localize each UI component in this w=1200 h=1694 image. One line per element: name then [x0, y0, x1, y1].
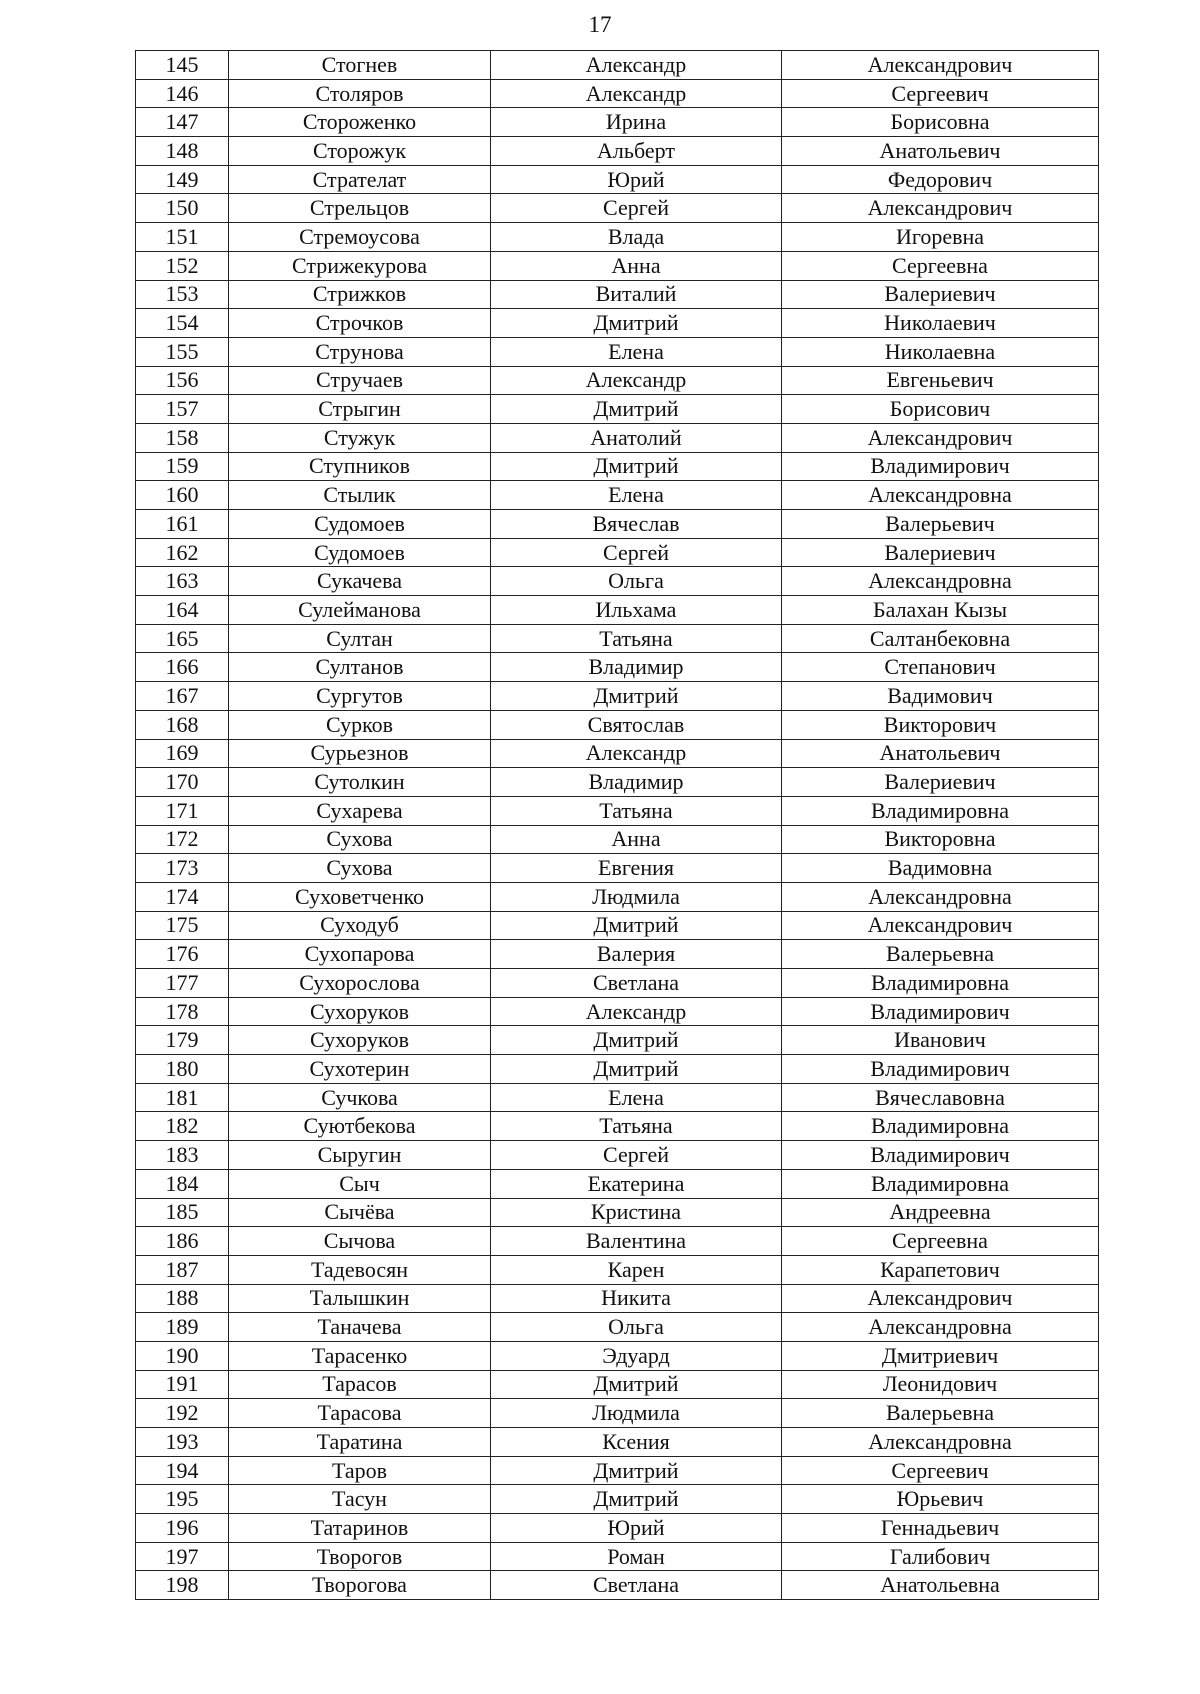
row-number-cell: 160 — [136, 481, 229, 510]
first-name-cell: Татьяна — [491, 1112, 782, 1141]
table-row — [136, 165, 1099, 194]
first-name-cell: Людмила — [491, 1399, 782, 1428]
first-name-cell: Святослав — [491, 710, 782, 739]
first-name-cell: Ольга — [491, 567, 782, 596]
last-name-cell: Строчков — [229, 309, 491, 338]
row-number-cell: 145 — [136, 51, 229, 80]
row-number-cell: 147 — [136, 108, 229, 137]
row-number-cell: 175 — [136, 911, 229, 940]
table-row — [136, 1370, 1099, 1399]
row-number-cell: 156 — [136, 366, 229, 395]
first-name-cell: Анатолий — [491, 423, 782, 452]
patronymic-cell: Владимировна — [782, 1112, 1099, 1141]
first-name-cell: Александр — [491, 51, 782, 80]
last-name-cell: Ступников — [229, 452, 491, 481]
table-row — [136, 624, 1099, 653]
patronymic-cell: Геннадьевич — [782, 1514, 1099, 1543]
row-number-cell: 187 — [136, 1255, 229, 1284]
row-number-cell: 172 — [136, 825, 229, 854]
row-number-cell: 193 — [136, 1428, 229, 1457]
last-name-cell: Суходуб — [229, 911, 491, 940]
table-row — [136, 1198, 1099, 1227]
row-number-cell: 174 — [136, 882, 229, 911]
row-number-cell: 184 — [136, 1169, 229, 1198]
last-name-cell: Талышкин — [229, 1284, 491, 1313]
row-number-cell: 162 — [136, 538, 229, 567]
patronymic-cell: Федорович — [782, 165, 1099, 194]
first-name-cell: Дмитрий — [491, 1456, 782, 1485]
last-name-cell: Тарасенко — [229, 1341, 491, 1370]
last-name-cell: Стрельцов — [229, 194, 491, 223]
patronymic-cell: Александрович — [782, 423, 1099, 452]
patronymic-cell: Валерьевич — [782, 510, 1099, 539]
last-name-cell: Тасун — [229, 1485, 491, 1514]
first-name-cell: Ирина — [491, 108, 782, 137]
patronymic-cell: Игоревна — [782, 223, 1099, 252]
patronymic-cell: Александровна — [782, 481, 1099, 510]
table-row — [136, 653, 1099, 682]
first-name-cell: Карен — [491, 1255, 782, 1284]
table-row — [136, 423, 1099, 452]
patronymic-cell: Валериевич — [782, 768, 1099, 797]
row-number-cell: 189 — [136, 1313, 229, 1342]
last-name-cell: Судомоев — [229, 510, 491, 539]
last-name-cell: Струнова — [229, 337, 491, 366]
row-number-cell: 188 — [136, 1284, 229, 1313]
patronymic-cell: Юрьевич — [782, 1485, 1099, 1514]
patronymic-cell: Андреевна — [782, 1198, 1099, 1227]
table-row — [136, 1514, 1099, 1543]
last-name-cell: Сычова — [229, 1227, 491, 1256]
last-name-cell: Сухоруков — [229, 997, 491, 1026]
last-name-cell: Сутолкин — [229, 768, 491, 797]
table-row — [136, 510, 1099, 539]
first-name-cell: Виталий — [491, 280, 782, 309]
last-name-cell: Сухарева — [229, 796, 491, 825]
patronymic-cell: Владимирович — [782, 1055, 1099, 1084]
first-name-cell: Евгения — [491, 854, 782, 883]
first-name-cell: Кристина — [491, 1198, 782, 1227]
last-name-cell: Сторожук — [229, 137, 491, 166]
patronymic-cell: Александрович — [782, 1284, 1099, 1313]
table-row — [136, 194, 1099, 223]
patronymic-cell: Борисович — [782, 395, 1099, 424]
row-number-cell: 185 — [136, 1198, 229, 1227]
row-number-cell: 181 — [136, 1083, 229, 1112]
first-name-cell: Дмитрий — [491, 452, 782, 481]
first-name-cell: Валентина — [491, 1227, 782, 1256]
patronymic-cell: Евгеньевич — [782, 366, 1099, 395]
table-row — [136, 796, 1099, 825]
patronymic-cell: Александрович — [782, 194, 1099, 223]
last-name-cell: Татаринов — [229, 1514, 491, 1543]
last-name-cell: Султан — [229, 624, 491, 653]
row-number-cell: 158 — [136, 423, 229, 452]
last-name-cell: Султанов — [229, 653, 491, 682]
patronymic-cell: Валериевич — [782, 280, 1099, 309]
last-name-cell: Стрателат — [229, 165, 491, 194]
last-name-cell: Сурьезнов — [229, 739, 491, 768]
patronymic-cell: Викторовна — [782, 825, 1099, 854]
first-name-cell: Татьяна — [491, 624, 782, 653]
row-number-cell: 177 — [136, 969, 229, 998]
first-name-cell: Вячеслав — [491, 510, 782, 539]
last-name-cell: Таров — [229, 1456, 491, 1485]
last-name-cell: Стужук — [229, 423, 491, 452]
table-row — [136, 1571, 1099, 1600]
table-row — [136, 1055, 1099, 1084]
last-name-cell: Суютбекова — [229, 1112, 491, 1141]
last-name-cell: Сухотерин — [229, 1055, 491, 1084]
first-name-cell: Юрий — [491, 1514, 782, 1543]
table-row — [136, 1112, 1099, 1141]
patronymic-cell: Степанович — [782, 653, 1099, 682]
first-name-cell: Екатерина — [491, 1169, 782, 1198]
row-number-cell: 167 — [136, 682, 229, 711]
table-row — [136, 1456, 1099, 1485]
row-number-cell: 146 — [136, 79, 229, 108]
row-number-cell: 173 — [136, 854, 229, 883]
row-number-cell: 195 — [136, 1485, 229, 1514]
first-name-cell: Дмитрий — [491, 1026, 782, 1055]
patronymic-cell: Александровна — [782, 567, 1099, 596]
table-row — [136, 280, 1099, 309]
first-name-cell: Светлана — [491, 969, 782, 998]
table-row — [136, 997, 1099, 1026]
last-name-cell: Стылик — [229, 481, 491, 510]
table-row — [136, 682, 1099, 711]
patronymic-cell: Владимировна — [782, 969, 1099, 998]
row-number-cell: 178 — [136, 997, 229, 1026]
first-name-cell: Ольга — [491, 1313, 782, 1342]
patronymic-cell: Николаевна — [782, 337, 1099, 366]
patronymic-cell: Карапетович — [782, 1255, 1099, 1284]
first-name-cell: Светлана — [491, 1571, 782, 1600]
table-row — [136, 366, 1099, 395]
table-row — [136, 768, 1099, 797]
last-name-cell: Тарасов — [229, 1370, 491, 1399]
table-row — [136, 1083, 1099, 1112]
last-name-cell: Сухоруков — [229, 1026, 491, 1055]
patronymic-cell: Александровна — [782, 1313, 1099, 1342]
row-number-cell: 197 — [136, 1542, 229, 1571]
first-name-cell: Владимир — [491, 768, 782, 797]
first-name-cell: Александр — [491, 739, 782, 768]
row-number-cell: 196 — [136, 1514, 229, 1543]
patronymic-cell: Владимировна — [782, 796, 1099, 825]
row-number-cell: 190 — [136, 1341, 229, 1370]
row-number-cell: 182 — [136, 1112, 229, 1141]
first-name-cell: Дмитрий — [491, 911, 782, 940]
table-row — [136, 710, 1099, 739]
last-name-cell: Сычёва — [229, 1198, 491, 1227]
patronymic-cell: Владимирович — [782, 1141, 1099, 1170]
table-row — [136, 452, 1099, 481]
patronymic-cell: Сергеевич — [782, 1456, 1099, 1485]
last-name-cell: Столяров — [229, 79, 491, 108]
last-name-cell: Судомоев — [229, 538, 491, 567]
row-number-cell: 149 — [136, 165, 229, 194]
first-name-cell: Юрий — [491, 165, 782, 194]
table-row — [136, 538, 1099, 567]
first-name-cell: Валерия — [491, 940, 782, 969]
table-row — [136, 1341, 1099, 1370]
last-name-cell: Тадевосян — [229, 1255, 491, 1284]
last-name-cell: Сухова — [229, 854, 491, 883]
row-number-cell: 191 — [136, 1370, 229, 1399]
first-name-cell: Сергей — [491, 538, 782, 567]
row-number-cell: 148 — [136, 137, 229, 166]
first-name-cell: Владимир — [491, 653, 782, 682]
first-name-cell: Сергей — [491, 194, 782, 223]
last-name-cell: Сурков — [229, 710, 491, 739]
last-name-cell: Сукачева — [229, 567, 491, 596]
first-name-cell: Татьяна — [491, 796, 782, 825]
row-number-cell: 159 — [136, 452, 229, 481]
table-row — [136, 79, 1099, 108]
roster-body — [136, 51, 1099, 1600]
last-name-cell: Сургутов — [229, 682, 491, 711]
row-number-cell: 153 — [136, 280, 229, 309]
row-number-cell: 198 — [136, 1571, 229, 1600]
last-name-cell: Сухова — [229, 825, 491, 854]
last-name-cell: Творогов — [229, 1542, 491, 1571]
patronymic-cell: Вадимовна — [782, 854, 1099, 883]
table-row — [136, 854, 1099, 883]
table-row — [136, 911, 1099, 940]
patronymic-cell: Салтанбековна — [782, 624, 1099, 653]
row-number-cell: 150 — [136, 194, 229, 223]
table-row — [136, 940, 1099, 969]
patronymic-cell: Анатольевна — [782, 1571, 1099, 1600]
row-number-cell: 152 — [136, 251, 229, 280]
first-name-cell: Влада — [491, 223, 782, 252]
last-name-cell: Сыругин — [229, 1141, 491, 1170]
table-row — [136, 51, 1099, 80]
patronymic-cell: Сергеевна — [782, 251, 1099, 280]
patronymic-cell: Викторович — [782, 710, 1099, 739]
first-name-cell: Эдуард — [491, 1341, 782, 1370]
last-name-cell: Сухопарова — [229, 940, 491, 969]
patronymic-cell: Александрович — [782, 911, 1099, 940]
patronymic-cell: Галибович — [782, 1542, 1099, 1571]
table-row — [136, 481, 1099, 510]
patronymic-cell: Владимировна — [782, 1169, 1099, 1198]
row-number-cell: 169 — [136, 739, 229, 768]
table-row — [136, 1542, 1099, 1571]
patronymic-cell: Александровна — [782, 882, 1099, 911]
row-number-cell: 194 — [136, 1456, 229, 1485]
last-name-cell: Таначева — [229, 1313, 491, 1342]
first-name-cell: Анна — [491, 825, 782, 854]
first-name-cell: Ксения — [491, 1428, 782, 1457]
patronymic-cell: Иванович — [782, 1026, 1099, 1055]
patronymic-cell: Валериевич — [782, 538, 1099, 567]
first-name-cell: Дмитрий — [491, 1055, 782, 1084]
first-name-cell: Альберт — [491, 137, 782, 166]
table-row — [136, 337, 1099, 366]
last-name-cell: Стороженко — [229, 108, 491, 137]
first-name-cell: Александр — [491, 366, 782, 395]
row-number-cell: 176 — [136, 940, 229, 969]
patronymic-cell: Валерьевна — [782, 940, 1099, 969]
patronymic-cell: Николаевич — [782, 309, 1099, 338]
first-name-cell: Елена — [491, 1083, 782, 1112]
last-name-cell: Сухорослова — [229, 969, 491, 998]
first-name-cell: Никита — [491, 1284, 782, 1313]
last-name-cell: Сучкова — [229, 1083, 491, 1112]
last-name-cell: Стрыгин — [229, 395, 491, 424]
table-row — [136, 1485, 1099, 1514]
patronymic-cell: Александровна — [782, 1428, 1099, 1457]
last-name-cell: Творогова — [229, 1571, 491, 1600]
last-name-cell: Таратина — [229, 1428, 491, 1457]
table-row — [136, 596, 1099, 625]
patronymic-cell: Вадимович — [782, 682, 1099, 711]
table-row — [136, 882, 1099, 911]
row-number-cell: 179 — [136, 1026, 229, 1055]
row-number-cell: 192 — [136, 1399, 229, 1428]
row-number-cell: 183 — [136, 1141, 229, 1170]
table-row — [136, 1313, 1099, 1342]
table-row — [136, 1227, 1099, 1256]
roster-table — [135, 50, 1099, 1600]
last-name-cell: Стрижков — [229, 280, 491, 309]
last-name-cell: Стрижекурова — [229, 251, 491, 280]
row-number-cell: 166 — [136, 653, 229, 682]
first-name-cell: Дмитрий — [491, 1485, 782, 1514]
first-name-cell: Дмитрий — [491, 309, 782, 338]
row-number-cell: 186 — [136, 1227, 229, 1256]
first-name-cell: Елена — [491, 481, 782, 510]
table-row — [136, 1141, 1099, 1170]
first-name-cell: Александр — [491, 997, 782, 1026]
table-row — [136, 1169, 1099, 1198]
row-number-cell: 161 — [136, 510, 229, 539]
first-name-cell: Анна — [491, 251, 782, 280]
row-number-cell: 180 — [136, 1055, 229, 1084]
last-name-cell: Стремоусова — [229, 223, 491, 252]
last-name-cell: Сулейманова — [229, 596, 491, 625]
last-name-cell: Стручаев — [229, 366, 491, 395]
patronymic-cell: Владимирович — [782, 997, 1099, 1026]
first-name-cell: Дмитрий — [491, 1370, 782, 1399]
patronymic-cell: Александрович — [782, 51, 1099, 80]
row-number-cell: 163 — [136, 567, 229, 596]
last-name-cell: Сыч — [229, 1169, 491, 1198]
row-number-cell: 157 — [136, 395, 229, 424]
patronymic-cell: Валерьевна — [782, 1399, 1099, 1428]
patronymic-cell: Вячеславовна — [782, 1083, 1099, 1112]
patronymic-cell: Борисовна — [782, 108, 1099, 137]
row-number-cell: 171 — [136, 796, 229, 825]
row-number-cell: 155 — [136, 337, 229, 366]
last-name-cell: Стогнев — [229, 51, 491, 80]
table-row — [136, 137, 1099, 166]
table-row — [136, 395, 1099, 424]
patronymic-cell: Сергеевна — [782, 1227, 1099, 1256]
table-row — [136, 1255, 1099, 1284]
row-number-cell: 164 — [136, 596, 229, 625]
first-name-cell: Сергей — [491, 1141, 782, 1170]
row-number-cell: 151 — [136, 223, 229, 252]
table-row — [136, 1399, 1099, 1428]
patronymic-cell: Балахан Кызы — [782, 596, 1099, 625]
first-name-cell: Роман — [491, 1542, 782, 1571]
last-name-cell: Суховетченко — [229, 882, 491, 911]
row-number-cell: 165 — [136, 624, 229, 653]
first-name-cell: Александр — [491, 79, 782, 108]
table-row — [136, 251, 1099, 280]
first-name-cell: Ильхама — [491, 596, 782, 625]
table-row — [136, 825, 1099, 854]
last-name-cell: Тарасова — [229, 1399, 491, 1428]
table-row — [136, 309, 1099, 338]
table-row — [136, 1026, 1099, 1055]
table-row — [136, 223, 1099, 252]
row-number-cell: 154 — [136, 309, 229, 338]
patronymic-cell: Леонидович — [782, 1370, 1099, 1399]
table-row — [136, 969, 1099, 998]
patronymic-cell: Анатольевич — [782, 137, 1099, 166]
patronymic-cell: Сергеевич — [782, 79, 1099, 108]
first-name-cell: Елена — [491, 337, 782, 366]
patronymic-cell: Владимирович — [782, 452, 1099, 481]
first-name-cell: Дмитрий — [491, 682, 782, 711]
table-row — [136, 1284, 1099, 1313]
table-row — [136, 739, 1099, 768]
table-row — [136, 108, 1099, 137]
row-number-cell: 170 — [136, 768, 229, 797]
row-number-cell: 168 — [136, 710, 229, 739]
first-name-cell: Людмила — [491, 882, 782, 911]
first-name-cell: Дмитрий — [491, 395, 782, 424]
patronymic-cell: Анатольевич — [782, 739, 1099, 768]
patronymic-cell: Дмитриевич — [782, 1341, 1099, 1370]
page-number: 17 — [588, 12, 612, 37]
table-row — [136, 1428, 1099, 1457]
table-row — [136, 567, 1099, 596]
